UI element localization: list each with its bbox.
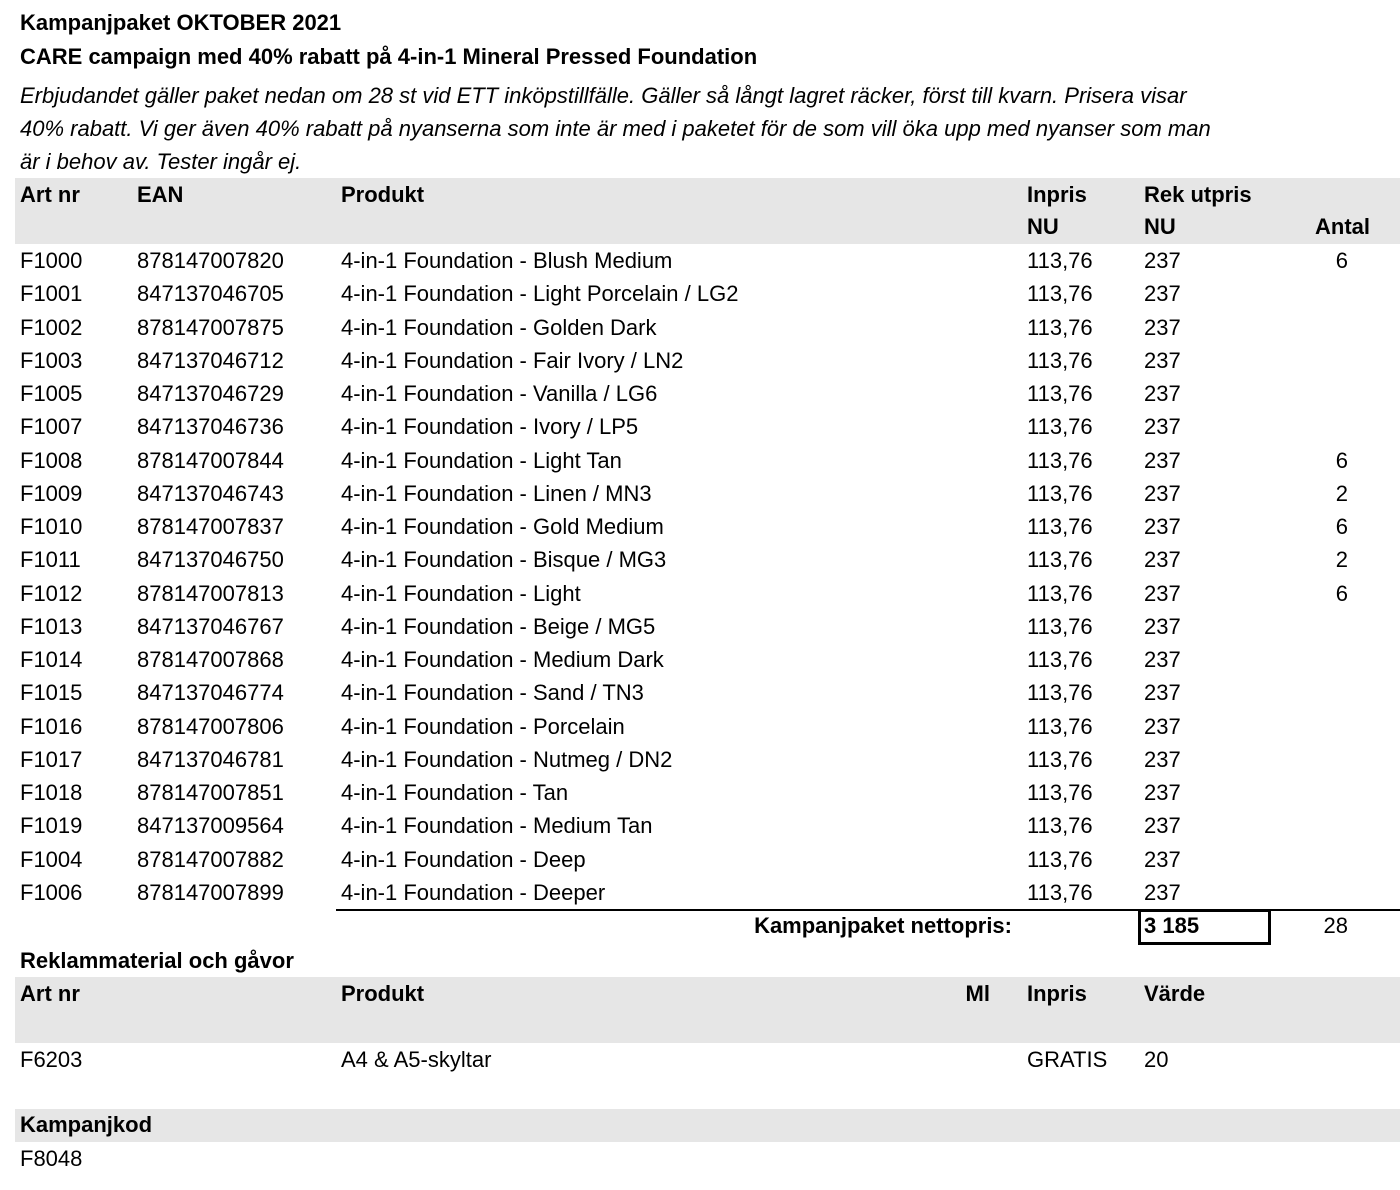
cell-antal: 6	[1335, 448, 1348, 473]
cell-ean: 878147007806	[137, 714, 284, 739]
cell-art-nr: F1016	[20, 714, 83, 739]
cell-rek-utpris: 237	[1144, 614, 1181, 639]
cell-rek-utpris: 237	[1144, 315, 1181, 340]
cell-product: 4-in-1 Foundation - Medium Tan	[341, 813, 653, 838]
reklam-header-inpris: Inpris	[1027, 981, 1087, 1006]
cell-ean: 878147007813	[137, 581, 284, 606]
cell-rek-utpris: 237	[1144, 514, 1181, 539]
cell-ean: 847137046729	[137, 381, 284, 406]
cell-inpris: 113,76	[1027, 481, 1093, 506]
reklam-art: F6203	[20, 1047, 83, 1072]
cell-inpris: 113,76	[1027, 348, 1093, 373]
header-inpris-nu: NU	[1027, 214, 1059, 239]
cell-art-nr: F1006	[20, 880, 83, 905]
header-produkt: Produkt	[341, 182, 425, 207]
reklam-header-art-nr: Art nr	[20, 981, 80, 1006]
kampanjkod-value: F8048	[20, 1146, 83, 1171]
cell-ean: 847137046736	[137, 414, 284, 439]
cell-inpris: 113,76	[1027, 780, 1093, 805]
cell-rek-utpris: 237	[1144, 281, 1181, 306]
reklam-header-ml: Ml	[965, 981, 990, 1006]
cell-product: 4-in-1 Foundation - Tan	[341, 780, 569, 805]
cell-ean: 847137046750	[137, 547, 284, 572]
cell-rek-utpris: 237	[1144, 448, 1181, 473]
total-label: Kampanjpaket nettopris:	[754, 913, 1012, 938]
cell-art-nr: F1003	[20, 348, 83, 373]
cell-inpris: 113,76	[1027, 315, 1093, 340]
cell-ean: 847137046743	[137, 481, 284, 506]
cell-antal: 6	[1335, 514, 1348, 539]
cell-art-nr: F1010	[20, 514, 83, 539]
cell-art-nr: F1009	[20, 481, 83, 506]
cell-ean: 878147007875	[137, 315, 284, 340]
total-value: 3 185	[1144, 913, 1200, 938]
cell-product: 4-in-1 Foundation - Blush Medium	[341, 248, 673, 273]
cell-rek-utpris: 237	[1144, 847, 1181, 872]
cell-rek-utpris: 237	[1144, 414, 1181, 439]
cell-product: 4-in-1 Foundation - Nutmeg / DN2	[341, 747, 673, 772]
cell-inpris: 113,76	[1027, 414, 1093, 439]
cell-ean: 847137046774	[137, 680, 284, 705]
cell-antal: 6	[1335, 581, 1348, 606]
cell-inpris: 113,76	[1027, 647, 1093, 672]
header-inpris: Inpris	[1027, 182, 1087, 207]
cell-inpris: 113,76	[1027, 847, 1093, 872]
cell-ean: 847137046781	[137, 747, 284, 772]
cell-rek-utpris: 237	[1144, 880, 1181, 905]
header-art-nr: Art nr	[20, 182, 80, 207]
reklam-header-produkt: Produkt	[341, 981, 425, 1006]
cell-inpris: 113,76	[1027, 514, 1093, 539]
cell-rek-utpris: 237	[1144, 581, 1181, 606]
cell-product: 4-in-1 Foundation - Vanilla / LG6	[341, 381, 658, 406]
cell-art-nr: F1013	[20, 614, 83, 639]
kampanjkod-heading: Kampanjkod	[20, 1112, 153, 1137]
cell-art-nr: F1008	[20, 448, 83, 473]
cell-product: 4-in-1 Foundation - Bisque / MG3	[341, 547, 667, 572]
cell-ean: 878147007868	[137, 647, 284, 672]
cell-inpris: 113,76	[1027, 813, 1093, 838]
cell-product: 4-in-1 Foundation - Deeper	[341, 880, 606, 905]
cell-rek-utpris: 237	[1144, 547, 1181, 572]
cell-rek-utpris: 237	[1144, 348, 1181, 373]
cell-art-nr: F1012	[20, 581, 83, 606]
cell-product: 4-in-1 Foundation - Golden Dark	[341, 315, 657, 340]
cell-product: 4-in-1 Foundation - Gold Medium	[341, 514, 664, 539]
cell-antal: 6	[1335, 248, 1348, 273]
cell-product: 4-in-1 Foundation - Medium Dark	[341, 647, 664, 672]
reklam-product: A4 & A5-skyltar	[341, 1047, 492, 1072]
header-antal: Antal	[1315, 214, 1370, 239]
cell-rek-utpris: 237	[1144, 813, 1181, 838]
cell-inpris: 113,76	[1027, 547, 1093, 572]
cell-inpris: 113,76	[1027, 381, 1093, 406]
cell-ean: 847137046767	[137, 614, 284, 639]
cell-ean: 878147007837	[137, 514, 284, 539]
cell-product: 4-in-1 Foundation - Light Tan	[341, 448, 622, 473]
reklam-heading: Reklammaterial och gåvor	[20, 948, 294, 973]
cell-ean: 878147007882	[137, 847, 284, 872]
cell-ean: 878147007851	[137, 780, 284, 805]
header-rek-utpris: Rek utpris	[1144, 182, 1252, 207]
cell-art-nr: F1001	[20, 281, 83, 306]
cell-rek-utpris: 237	[1144, 780, 1181, 805]
description-line: Erbjudandet gäller paket nedan om 28 st vid ETT inköpstillfälle. Gäller så långt lagret räcker, först till kvarn. Prisera visar	[20, 83, 1187, 108]
cell-art-nr: F1014	[20, 647, 83, 672]
cell-rek-utpris: 237	[1144, 680, 1181, 705]
cell-ean: 847137009564	[137, 813, 284, 838]
cell-inpris: 113,76	[1027, 747, 1093, 772]
cell-product: 4-in-1 Foundation - Porcelain	[341, 714, 625, 739]
header-rek-nu: NU	[1144, 214, 1176, 239]
cell-rek-utpris: 237	[1144, 714, 1181, 739]
kampanjkod-header	[15, 1109, 1400, 1142]
cell-antal: 2	[1335, 481, 1348, 506]
description-line: är i behov av. Tester ingår ej.	[20, 149, 302, 174]
cell-rek-utpris: 237	[1144, 647, 1181, 672]
cell-inpris: 113,76	[1027, 614, 1093, 639]
cell-art-nr: F1018	[20, 780, 83, 805]
header-ean: EAN	[137, 182, 184, 207]
cell-inpris: 113,76	[1027, 281, 1093, 306]
cell-rek-utpris: 237	[1144, 481, 1181, 506]
cell-product: 4-in-1 Foundation - Ivory / LP5	[341, 414, 639, 439]
cell-rek-utpris: 237	[1144, 747, 1181, 772]
page-title: Kampanjpaket OKTOBER 2021	[20, 10, 342, 35]
cell-inpris: 113,76	[1027, 248, 1093, 273]
cell-art-nr: F1011	[20, 547, 81, 572]
cell-product: 4-in-1 Foundation - Light	[341, 581, 581, 606]
cell-rek-utpris: 237	[1144, 248, 1181, 273]
cell-product: 4-in-1 Foundation - Deep	[341, 847, 586, 872]
reklam-inpris: GRATIS	[1027, 1047, 1108, 1072]
cell-inpris: 113,76	[1027, 448, 1093, 473]
cell-art-nr: F1005	[20, 381, 83, 406]
description-line: 40% rabatt. Vi ger även 40% rabatt på nyanserna som inte är med i paketet för de som vill öka upp med nyanser som man	[20, 116, 1211, 141]
total-qty: 28	[1323, 913, 1348, 938]
cell-inpris: 113,76	[1027, 714, 1093, 739]
cell-art-nr: F1000	[20, 248, 83, 273]
reklam-header-varde: Värde	[1144, 981, 1206, 1006]
cell-inpris: 113,76	[1027, 581, 1093, 606]
cell-art-nr: F1007	[20, 414, 83, 439]
cell-product: 4-in-1 Foundation - Fair Ivory / LN2	[341, 348, 684, 373]
cell-product: 4-in-1 Foundation - Beige / MG5	[341, 614, 656, 639]
cell-ean: 878147007844	[137, 448, 284, 473]
cell-art-nr: F1017	[20, 747, 83, 772]
cell-ean: 847137046712	[137, 348, 284, 373]
cell-art-nr: F1002	[20, 315, 83, 340]
cell-art-nr: F1004	[20, 847, 83, 872]
cell-art-nr: F1015	[20, 680, 83, 705]
cell-product: 4-in-1 Foundation - Sand / TN3	[341, 680, 644, 705]
cell-ean: 878147007899	[137, 880, 284, 905]
cell-art-nr: F1019	[20, 813, 83, 838]
page-subtitle: CARE campaign med 40% rabatt på 4-in-1 Mineral Pressed Foundation	[20, 44, 758, 69]
cell-product: 4-in-1 Foundation - Light Porcelain / LG2	[341, 281, 739, 306]
cell-ean: 847137046705	[137, 281, 284, 306]
cell-rek-utpris: 237	[1144, 381, 1181, 406]
cell-inpris: 113,76	[1027, 680, 1093, 705]
cell-product: 4-in-1 Foundation - Linen / MN3	[341, 481, 652, 506]
cell-ean: 878147007820	[137, 248, 284, 273]
cell-antal: 2	[1335, 547, 1348, 572]
cell-inpris: 113,76	[1027, 880, 1093, 905]
reklam-varde: 20	[1144, 1047, 1169, 1072]
